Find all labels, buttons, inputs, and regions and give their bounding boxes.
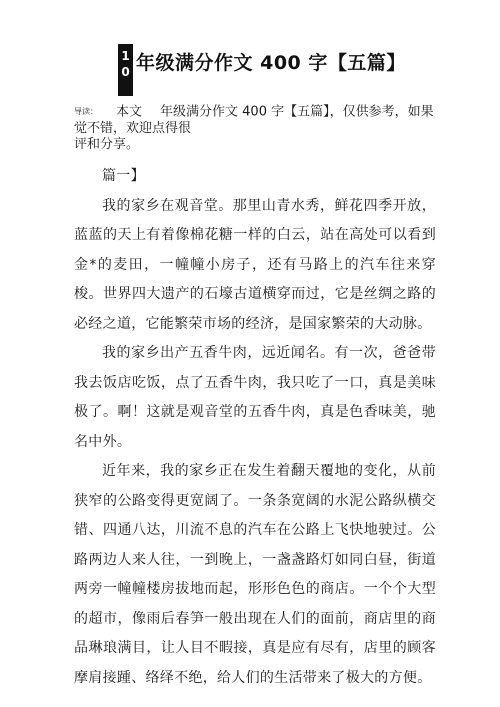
lead-prefix: 本文 [116,104,143,120]
title-text: 年级满分作文 400 字【五篇】 [136,52,406,74]
grade-digit: 0 [121,65,130,79]
grade-digit: 1 [121,49,130,63]
lead-text-continued: 评和分享。 [74,136,140,152]
paragraph: 我的家乡出产五香牛肉，远近闻名。有一次，爸爸带我去饭店吃饭，点了五香牛肉，我只吃了一口，真是美味极了。啊！这就是观音堂的五香牛肉，真是色香味美，驰名中外。 [74,345,436,450]
article-body [74,162,436,693]
lead-label: 导读： [74,107,98,116]
lead-text: 年级满分作文 400 字【五篇】，仅供参考，如果觉不错，欢迎点得很 [74,104,434,136]
section-heading: 篇一】 [102,168,145,184]
lead-paragraph [74,104,444,153]
paragraph: 我的家乡在观音堂。那里山青水秀，鲜花四季开放，蓝蓝的天上有着像棉花糖一样的白云，站在高处可以看到金*的麦田，一幢幢小房子，还有马路上的汽车往来穿梭。世界四大遗产的石壕古道横穿而过，它是丝绸之路的必经之道，它能繁荣市场的经济，是国家繁荣的大动脉。 [74,197,436,332]
paragraph: 近年来，我的家乡正在发生着翻天覆地的变化，从前狭窄的公路变得更宽阔了。一条条宽阔的水泥公路纵横交错、四通八达，川流不息的汽车在公路上飞快地驶过。公路两边人来人往，一到晚上，一盏盏路灯如同白昼，街道两旁一幢幢楼房拔地而起，形形色色的商店。一个个大型的超市，像雨后春笋一般出现在人们的面前，商店里的商品琳琅满目，让人目不暇接，真是应有尽有，店里的顾客摩肩接踵、络绎不绝，给人们的生活带来了极大的方便。 [74,463,436,686]
grade-number-box [118,44,133,96]
